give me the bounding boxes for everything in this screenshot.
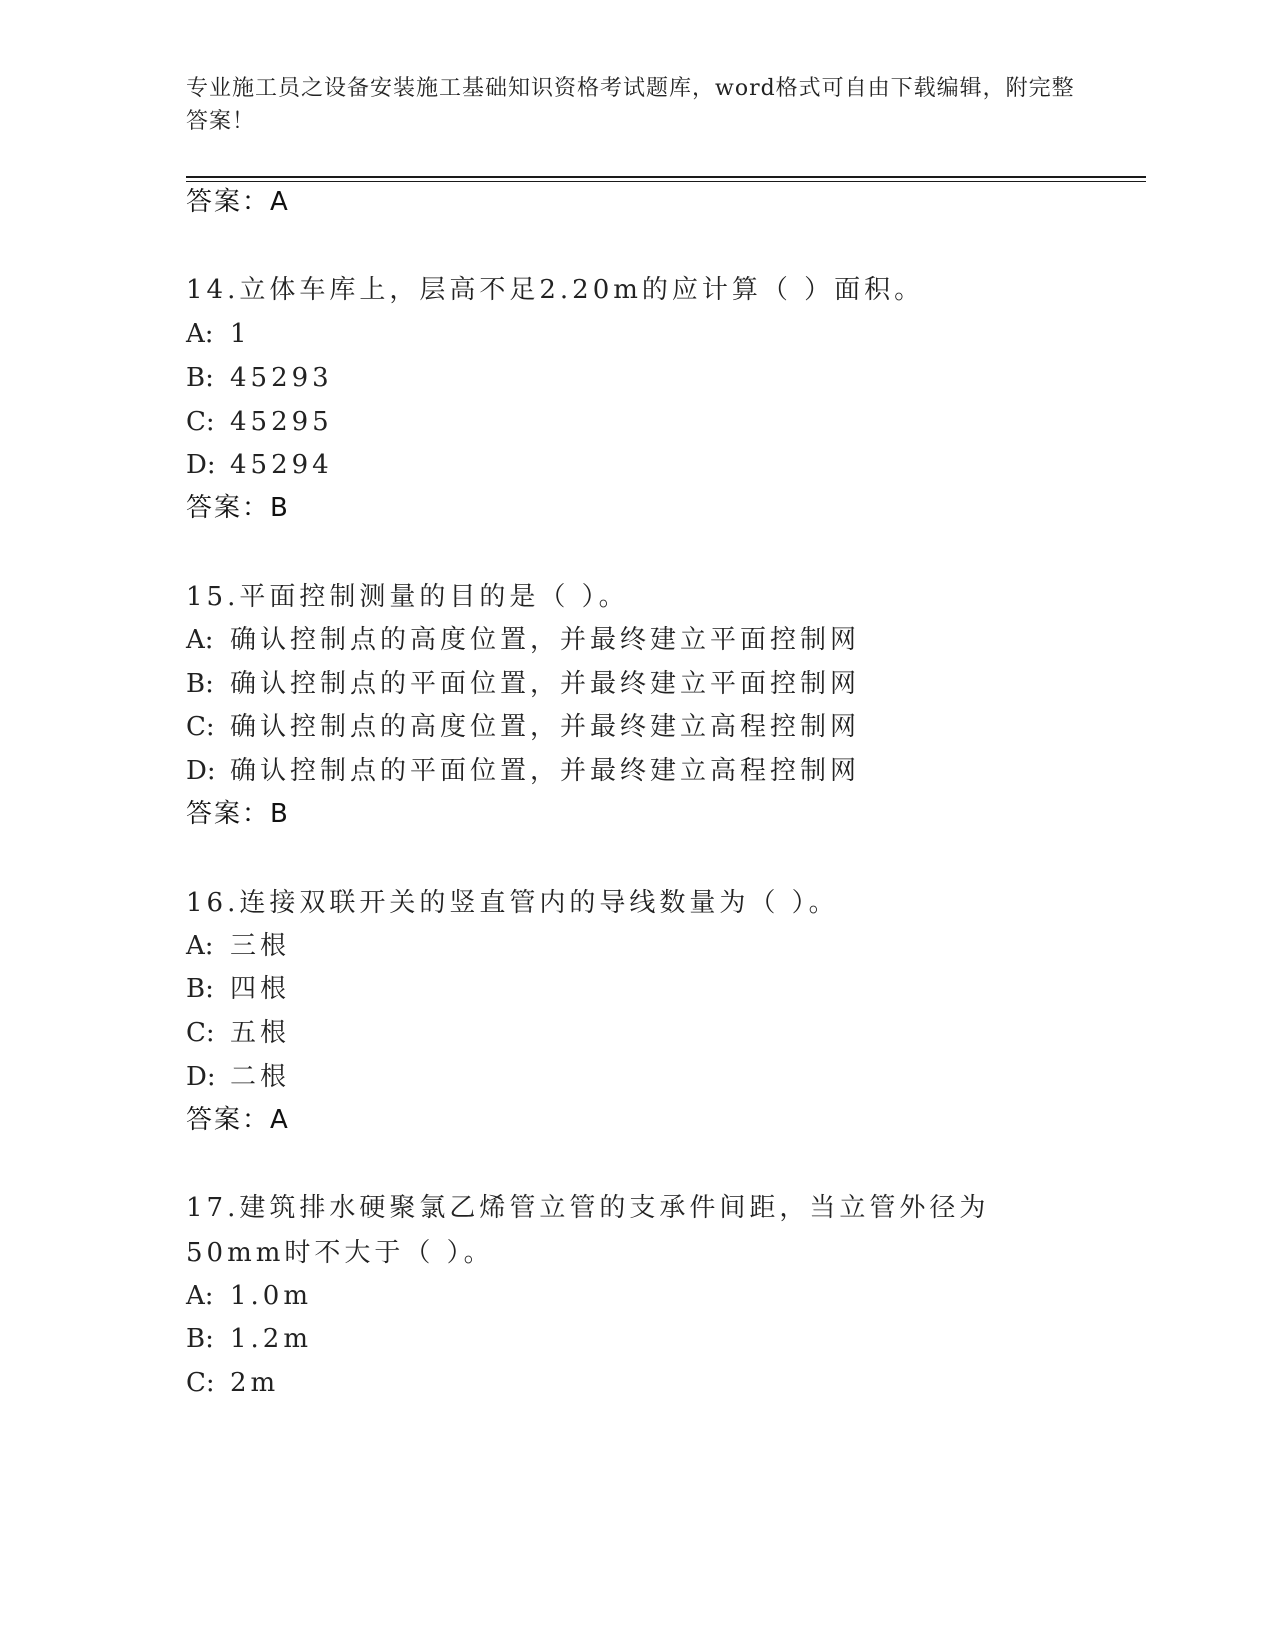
header-rule-thick [186,176,1146,178]
option-text: 五根 [230,1018,291,1048]
option-key: A: [186,1281,214,1311]
option-text: 确认控制点的高度位置，并最终建立平面控制网 [230,625,861,655]
question-16-stem: 16.连接双联开关的竖直管内的导线数量为（ ）。 [186,888,839,918]
option-text: 确认控制点的平面位置，并最终建立高程控制网 [230,756,861,786]
question-14-option-c [186,405,333,439]
question-16-answer: 答案：A [186,1105,290,1135]
option-text: 45295 [230,407,333,437]
question-16-option-a [186,929,290,963]
option-key: B: [186,669,214,699]
question-14-answer: 答案：B [186,493,290,523]
option-key: D: [186,1062,216,1092]
question-15-answer: 答案：B [186,799,290,829]
header-rule-thin [186,181,1146,182]
option-text: 1.2m [230,1324,313,1354]
option-key: A: [186,625,214,655]
option-key: C: [186,1368,215,1398]
option-key: B: [186,363,214,393]
page-header: 专业施工员之设备安装施工基础知识资格考试题库，word格式可自由下载编辑，附完整答案！ [186,76,1075,134]
question-17-option-c [186,1366,279,1400]
answer-prev: 答案：A [186,187,290,217]
option-key: C: [186,1018,215,1048]
question-14-option-d [186,448,333,482]
question-16-option-c [186,1016,290,1050]
question-15-option-d [186,754,860,788]
question-17-option-a [186,1279,312,1313]
option-text: 四根 [230,974,291,1004]
option-text: 二根 [230,1062,291,1092]
option-key: B: [186,1324,214,1354]
option-key: D: [186,756,216,786]
question-17-option-b [186,1322,312,1356]
option-key: C: [186,712,215,742]
option-text: 三根 [230,931,291,961]
question-15-option-a [186,623,860,657]
option-key: C: [186,407,215,437]
option-key: D: [186,450,216,480]
question-14-option-a [186,317,251,351]
question-16-option-d [186,1060,290,1094]
question-14-stem: 14.立体车库上，层高不足2.20m的应计算（ ）面积。 [186,275,925,305]
option-text: 确认控制点的平面位置，并最终建立平面控制网 [230,669,861,699]
question-16-option-b [186,972,290,1006]
option-key: B: [186,974,214,1004]
question-15-stem: 15.平面控制测量的目的是（ ）。 [186,582,629,612]
option-text: 45294 [230,450,333,480]
option-text: 1 [230,319,251,349]
option-key: A: [186,931,214,961]
option-key: A: [186,319,214,349]
question-17-stem: 17.建筑排水硬聚氯乙烯管立管的支承件间距，当立管外径为50mm时不大于（ ）。 [186,1193,990,1268]
question-15-option-b [186,667,860,701]
option-text: 1.0m [230,1281,313,1311]
option-text: 2m [230,1368,280,1398]
option-text: 确认控制点的高度位置，并最终建立高程控制网 [230,712,861,742]
question-15-option-c [186,710,860,744]
option-text: 45293 [230,363,333,393]
question-14-option-b [186,361,333,395]
